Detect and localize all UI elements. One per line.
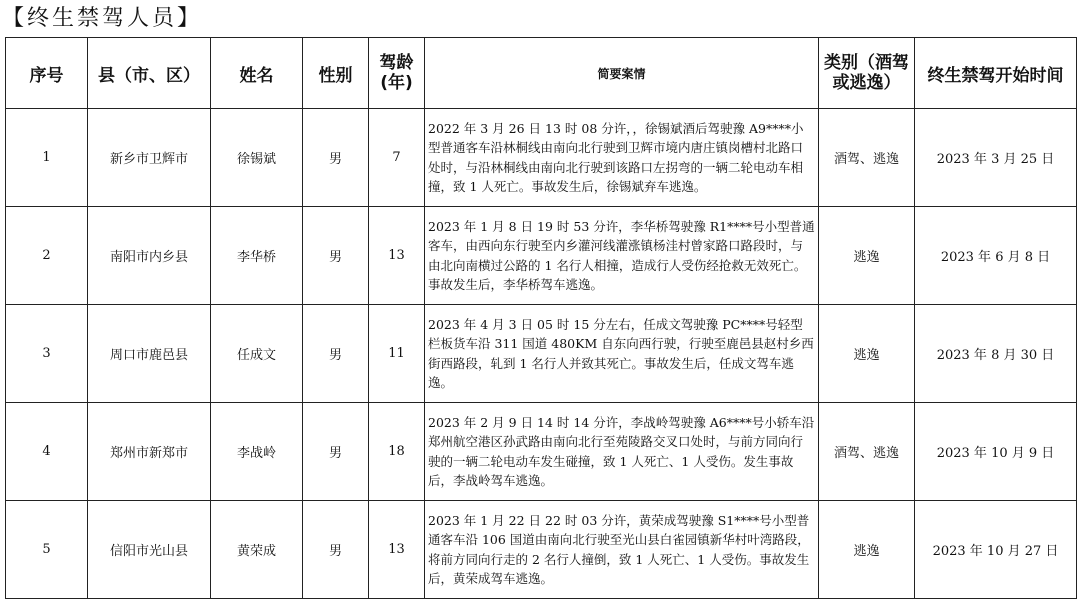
document-title: 【终生禁驾人员】 — [2, 6, 203, 31]
row-name: 李华桥 — [211, 207, 303, 305]
row-category: 逃逸 — [819, 305, 915, 403]
row-seq: 1 — [6, 109, 88, 207]
row-ban-start: 2023 年 3 月 25 日 — [915, 109, 1077, 207]
row-gender: 男 — [303, 207, 369, 305]
row-ban-start: 2023 年 8 月 30 日 — [915, 305, 1077, 403]
row-driving-years: 13 — [369, 501, 425, 599]
row-name: 李战岭 — [211, 403, 303, 501]
row-county: 郑州市新郑市 — [88, 403, 211, 501]
header-county: 县（市、区） — [88, 38, 211, 109]
header-case-summary: 简要案情 — [425, 38, 819, 109]
row-case-summary: 2023 年 1 月 8 日 19 时 53 分许，李华桥驾驶豫 R1****号小型普通客车，由西向东行驶至内乡灌河线灌涨镇杨洼村曾家路口路段时，与由北向南横过公路的 1 名行人相撞，造成行人受伤经抢救无效死亡。事故发生后，李华桥驾车逃逸。 — [425, 207, 819, 305]
row-gender: 男 — [303, 501, 369, 599]
row-category: 酒驾、逃逸 — [819, 109, 915, 207]
row-category: 酒驾、逃逸 — [819, 403, 915, 501]
row-case-summary: 2022 年 3 月 26 日 13 时 08 分许，，徐锡斌酒后驾驶豫 A9****小型普通客车沿林桐线由南向北行驶到卫辉市境内唐庄镇岗槽村北路口处时，与沿林桐线由南向北行驶到该路口左拐弯的一辆二轮电动车相撞，致 1 人死亡。事故发生后，徐锡斌弃车逃逸。 — [425, 109, 819, 207]
row-category: 逃逸 — [819, 207, 915, 305]
header-gender: 性别 — [303, 38, 369, 109]
header-name: 姓名 — [211, 38, 303, 109]
row-seq: 2 — [6, 207, 88, 305]
row-category: 逃逸 — [819, 501, 915, 599]
row-case-summary: 2023 年 1 月 22 日 22 时 03 分许，黄荣成驾驶豫 S1****号小型普通客车沿 106 国道由南向北行驶至光山县白雀园镇新华村叶湾路段，将前方同向行走的 2 名行人撞倒，致 1 人死亡、1 人受伤。事故发生后，黄荣成驾车逃逸。 — [425, 501, 819, 599]
row-case-summary: 2023 年 4 月 3 日 05 时 15 分左右，任成文驾驶豫 PC****号轻型栏板货车沿 311 国道 480KM 自东向西行驶，行驶至鹿邑县赵村乡西街西路段，轧到 1 名行人并致其死亡。事故发生后，任成文驾车逃逸。 — [425, 305, 819, 403]
row-gender: 男 — [303, 403, 369, 501]
row-name: 任成文 — [211, 305, 303, 403]
header-seq: 序号 — [6, 38, 88, 109]
row-name: 黄荣成 — [211, 501, 303, 599]
row-county: 南阳市内乡县 — [88, 207, 211, 305]
header-driving-years: 驾龄(年) — [369, 38, 425, 109]
row-driving-years: 11 — [369, 305, 425, 403]
row-county: 新乡市卫辉市 — [88, 109, 211, 207]
table-header-row — [6, 38, 1077, 109]
row-case-summary: 2023 年 2 月 9 日 14 时 14 分许，李战岭驾驶豫 A6****号小轿车沿郑州航空港区孙武路由南向北行至苑陵路交叉口处时，与前方同向行驶的一辆二轮电动车发生碰撞，致 1 人死亡、1 人受伤。发生事故后，李战岭驾车逃逸。 — [425, 403, 819, 501]
header-ban-start: 终生禁驾开始时间 — [915, 38, 1077, 109]
row-driving-years: 18 — [369, 403, 425, 501]
row-county: 周口市鹿邑县 — [88, 305, 211, 403]
row-driving-years: 7 — [369, 109, 425, 207]
row-seq: 4 — [6, 403, 88, 501]
row-ban-start: 2023 年 6 月 8 日 — [915, 207, 1077, 305]
table-row — [6, 109, 1077, 207]
row-ban-start: 2023 年 10 月 27 日 — [915, 501, 1077, 599]
row-county: 信阳市光山县 — [88, 501, 211, 599]
row-seq: 3 — [6, 305, 88, 403]
table-row — [6, 403, 1077, 501]
table-row — [6, 501, 1077, 599]
row-ban-start: 2023 年 10 月 9 日 — [915, 403, 1077, 501]
row-seq: 5 — [6, 501, 88, 599]
row-gender: 男 — [303, 109, 369, 207]
row-name: 徐锡斌 — [211, 109, 303, 207]
lifetime-driving-ban-table — [5, 37, 1077, 599]
header-category: 类别（酒驾或逃逸） — [819, 38, 915, 109]
table-row — [6, 305, 1077, 403]
row-gender: 男 — [303, 305, 369, 403]
table-row — [6, 207, 1077, 305]
row-driving-years: 13 — [369, 207, 425, 305]
